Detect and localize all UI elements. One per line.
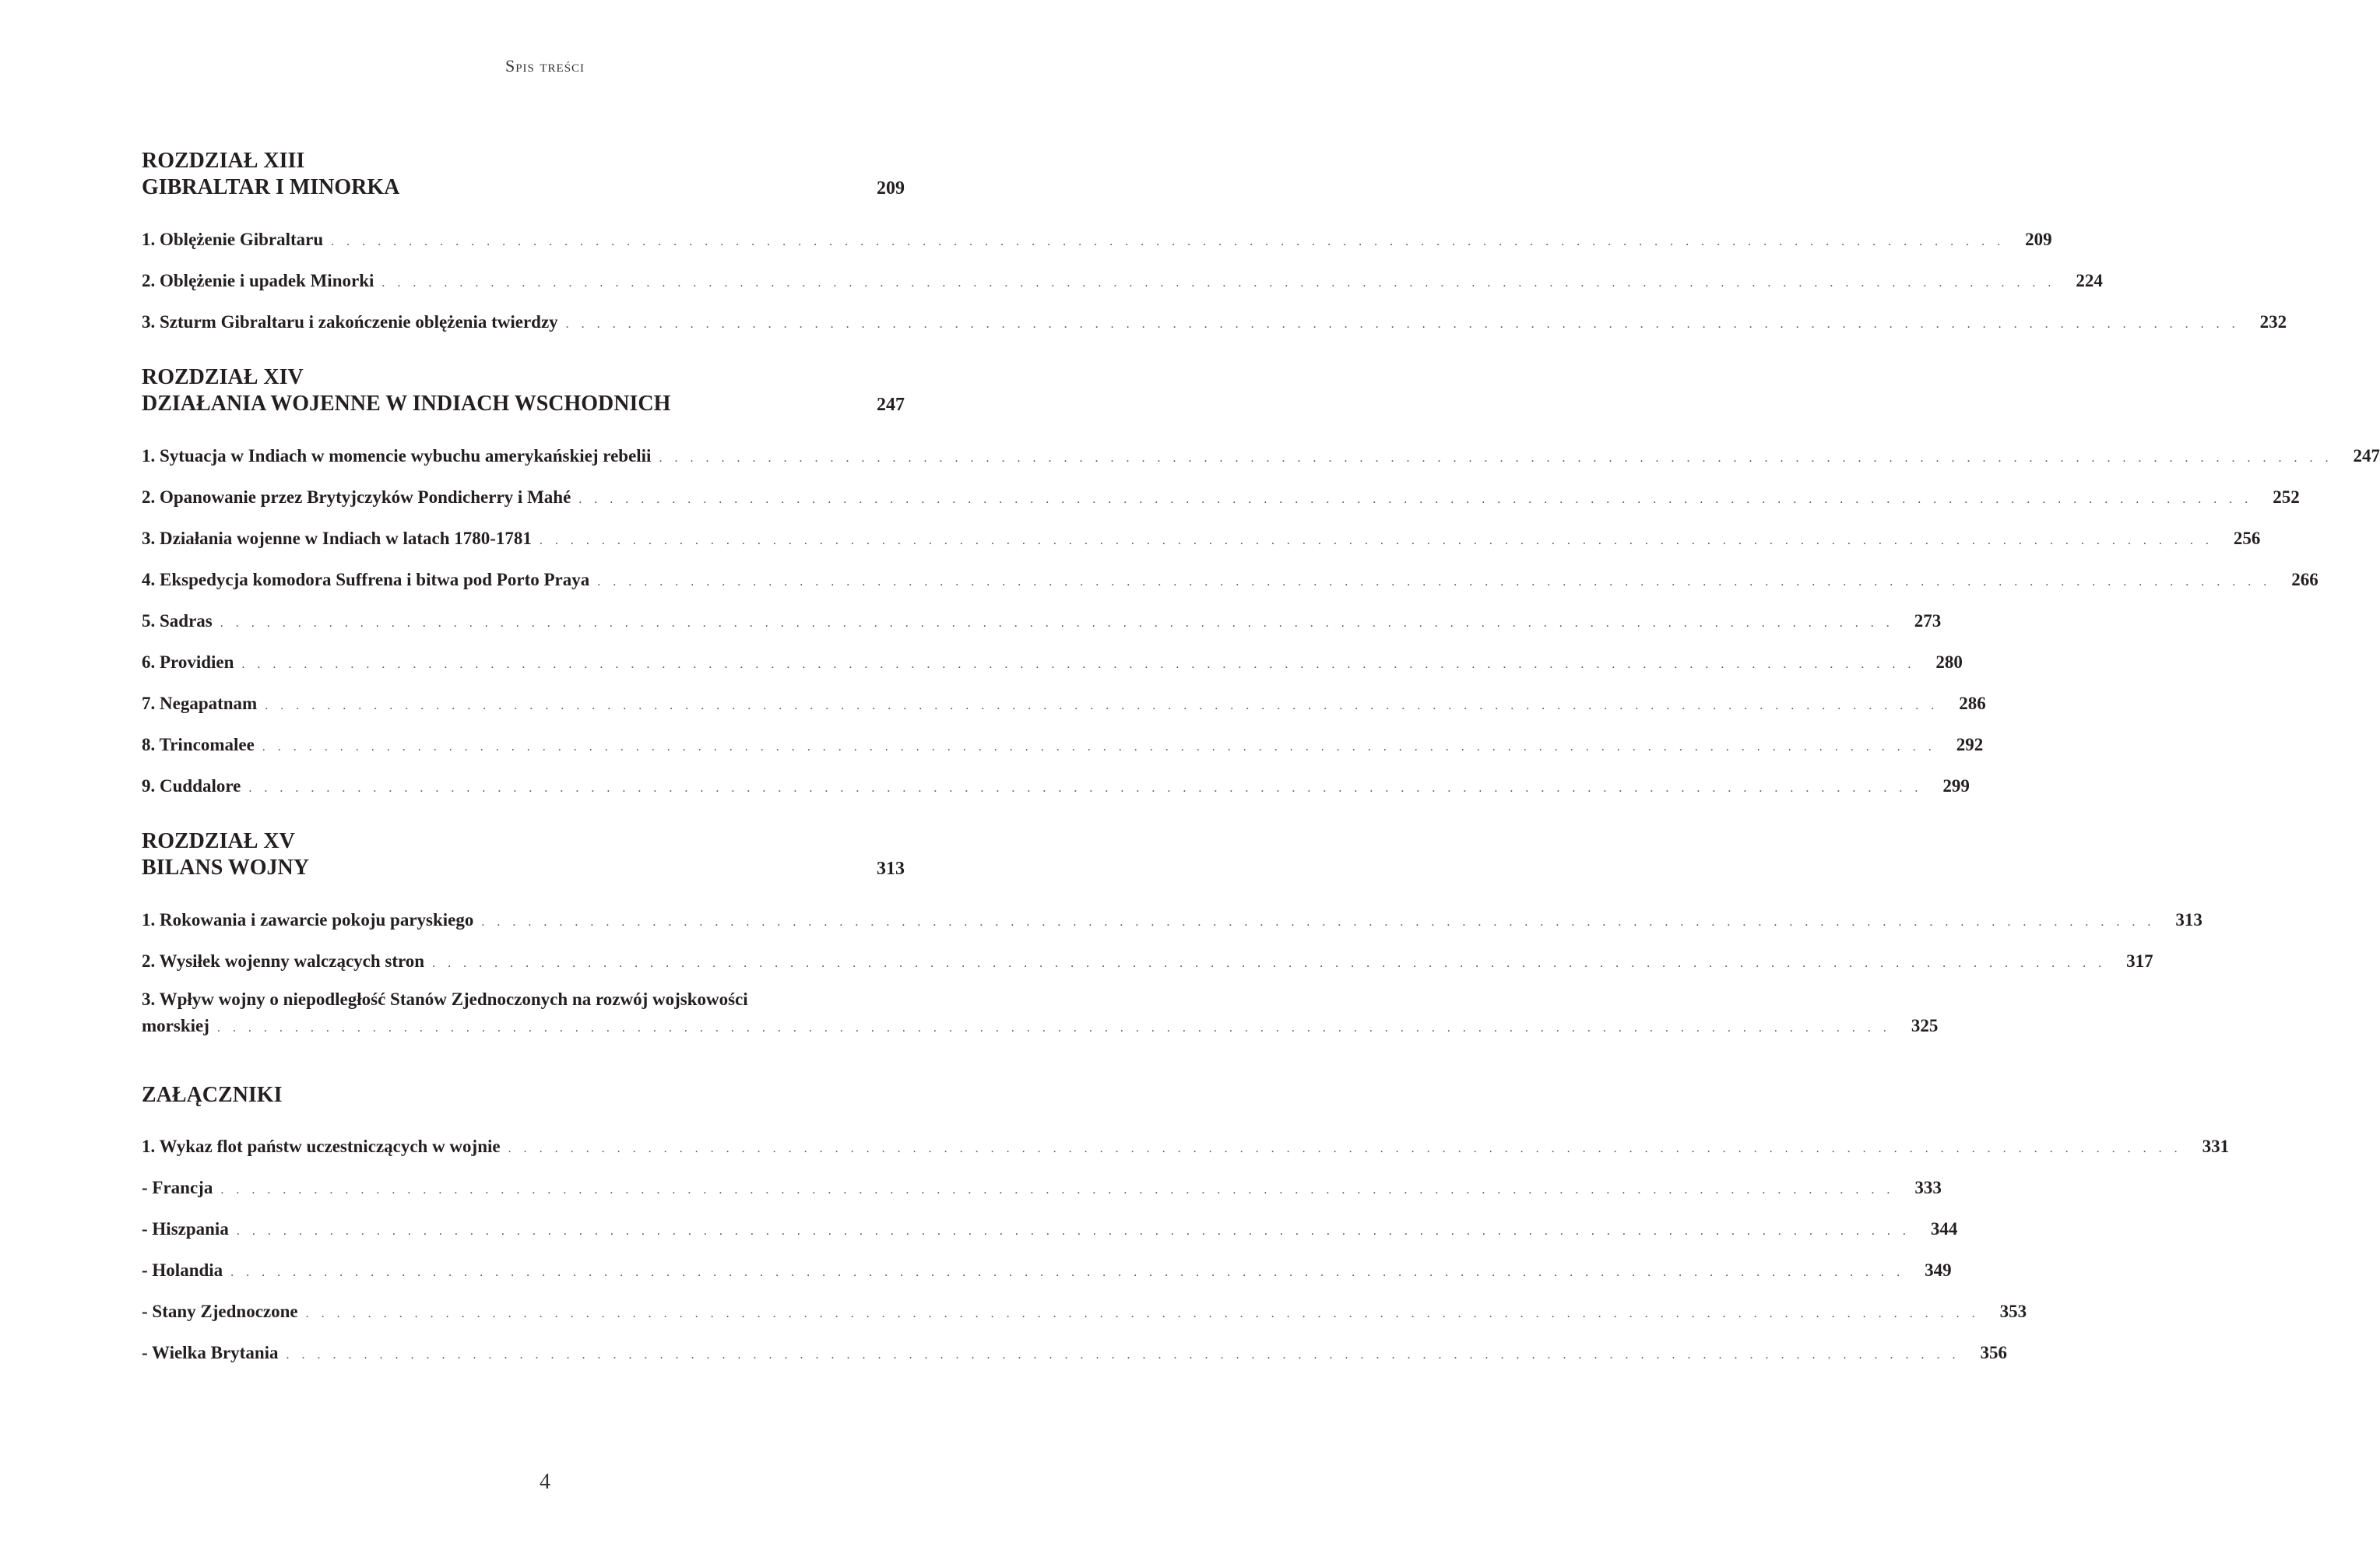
toc-entry[interactable]: [142, 765, 1970, 807]
entry-page: 273: [1914, 611, 1942, 631]
toc-entry[interactable]: [142, 219, 2052, 260]
entry-page: 344: [1930, 1219, 1958, 1239]
entry-label-line2: morskiej: [142, 1016, 209, 1035]
dot-leader: . . . . . . . . . . . . . . . . . . . . . . . . . . . . . . . . . . . . . . . . . . . . . . . . . . . . . . . . . . . . . . . . . . . . . . . . . . . . . . . . . . . . . . . . . . . . . . . . . . . . . . . . . . . .: [220, 617, 1894, 630]
dot-leader: . . . . . . . . . . . . . . . . . . . . . . . . . . . . . . . . . . . . . . . . . . . . . . . . . . . . . . . . . . . . . . . . . . . . . . . . . . . . . . . . . . . . . . . . . . . . . . . . . . . . . . . . . . . .: [508, 1142, 2182, 1155]
toc-entry[interactable]: [142, 1167, 1942, 1208]
dot-leader: . . . . . . . . . . . . . . . . . . . . . . . . . . . . . . . . . . . . . . . . . . . . . . . . . . . . . . . . . . . . . . . . . . . . . . . . . . . . . . . . . . . . . . . . . . . . . . . . . . . . . . . . . . . .: [265, 699, 1939, 712]
chapter-page: 313: [877, 859, 905, 879]
toc-entry[interactable]: [142, 1208, 1958, 1250]
chapter-xiii: [142, 148, 2287, 343]
dot-leader: . . . . . . . . . . . . . . . . . . . . . . . . . . . . . . . . . . . . . . . . . . . . . . . . . . . . . . . . . . . . . . . . . . . . . . . . . . . . . . . . . . . . . . . . . . . . . . . . . . . . . . . . . . . .: [578, 493, 2253, 506]
chapter-xv: [142, 828, 2202, 1048]
entry-label: - Wielka Brytania: [142, 1343, 279, 1362]
entry-page: 224: [2076, 271, 2103, 290]
dot-leader: . . . . . . . . . . . . . . . . . . . . . . . . . . . . . . . . . . . . . . . . . . . . . . . . . . . . . . . . . . . . . . . . . . . . . . . . . . . . . . . . . . . . . . . . . . . . . . . . . . . . . . . . . . . .: [381, 276, 2056, 290]
entry-page: 256: [2233, 529, 2261, 548]
toc-entry[interactable]: [142, 518, 2261, 559]
chapter-number: ROZDZIAŁ XIII: [142, 149, 305, 173]
toc-entry[interactable]: [142, 1332, 2007, 1373]
entry-page: 353: [1999, 1302, 2027, 1321]
entry-page: 209: [2025, 230, 2052, 249]
entry-label: 2. Opanowanie przez Brytyjczyków Pondicherry i Mahé: [142, 487, 571, 507]
running-head: Spis treści: [504, 56, 585, 76]
toc-entry[interactable]: [142, 260, 2103, 301]
entry-label: 3. Działania wojenne w Indiach w latach 1780-1781: [142, 529, 532, 548]
dot-leader: . . . . . . . . . . . . . . . . . . . . . . . . . . . . . . . . . . . . . . . . . . . . . . . . . . . . . . . . . . . . . . . . . . . . . . . . . . . . . . . . . . . . . . . . . . . . . . . . . . . . . . . . . . . .: [241, 658, 1916, 671]
entry-label: 2. Wysiłek wojenny walczących stron: [142, 951, 425, 971]
entry-page: 349: [1925, 1260, 1952, 1280]
entry-page: 232: [2259, 312, 2287, 332]
entry-page: 356: [1980, 1343, 2007, 1362]
toc-entry[interactable]: [142, 476, 2300, 518]
entry-line2: [142, 1013, 1939, 1042]
toc-entry[interactable]: [142, 600, 1942, 641]
entry-label: - Stany Zjednoczone: [142, 1302, 298, 1321]
toc-entry[interactable]: [142, 1126, 2230, 1167]
chapter-title: DZIAŁANIA WOJENNE W INDIACH WSCHODNICH: [142, 392, 671, 416]
dot-leader: . . . . . . . . . . . . . . . . . . . . . . . . . . . . . . . . . . . . . . . . . . . . . . . . . . . . . . . . . . . . . . . . . . . . . . . . . . . . . . . . . . . . . . . . . . . . . . . . . . . . . . . . . . . .: [216, 1021, 1891, 1035]
dot-leader: . . . . . . . . . . . . . . . . . . . . . . . . . . . . . . . . . . . . . . . . . . . . . . . . . . . . . . . . . . . . . . . . . . . . . . . . . . . . . . . . . . . . . . . . . . . . . . . . . . . . . . . . . . . .: [262, 740, 1936, 754]
entry-label: 5. Sadras: [142, 611, 213, 631]
dot-leader: . . . . . . . . . . . . . . . . . . . . . . . . . . . . . . . . . . . . . . . . . . . . . . . . . . . . . . . . . . . . . . . . . . . . . . . . . . . . . . . . . . . . . . . . . . . . . . . . . . . . . . . . . . . .: [565, 318, 2240, 331]
entry-label: 1. Sytuacja w Indiach w momencie wybuchu amerykańskiej rebelii: [142, 446, 652, 466]
entry-label: 1. Oblężenie Gibraltaru: [142, 230, 324, 249]
toc-entry[interactable]: [142, 940, 2153, 982]
appendix-title: ZAŁĄCZNIKI: [142, 1083, 283, 1107]
entry-label: - Holandia: [142, 1260, 223, 1280]
chapter-title: BILANS WOJNY: [142, 856, 309, 880]
entry-label: 1. Rokowania i zawarcie pokoju paryskiego: [142, 910, 474, 930]
toc-entry[interactable]: [142, 435, 2380, 476]
entry-label: 3. Szturm Gibraltaru i zakończenie oblężenia twierdzy: [142, 312, 558, 332]
chapter-title: GIBRALTAR I MINORKA: [142, 175, 400, 199]
entry-page: 252: [2273, 487, 2300, 507]
entry-label: 2. Oblężenie i upadek Minorki: [142, 271, 374, 290]
dot-leader: . . . . . . . . . . . . . . . . . . . . . . . . . . . . . . . . . . . . . . . . . . . . . . . . . . . . . . . . . . . . . . . . . . . . . . . . . . . . . . . . . . . . . . . . . . . . . . . . . . . . . . . . . . . .: [432, 957, 2107, 970]
entry-page: 247: [2353, 446, 2380, 466]
chapter-number: ROZDZIAŁ XV: [142, 829, 295, 853]
chapter-page: 247: [877, 395, 905, 415]
entry-page: 313: [2175, 910, 2202, 930]
entry-page: 299: [1942, 776, 1970, 796]
chapter-number: ROZDZIAŁ XIV: [142, 365, 304, 389]
entry-page: 280: [1935, 652, 1963, 672]
entry-page: 331: [2202, 1137, 2230, 1156]
toc-entry[interactable]: [142, 1291, 2027, 1332]
entry-label: - Francja: [142, 1178, 213, 1197]
entry-page: 266: [2291, 570, 2318, 589]
toc-entry[interactable]: [142, 899, 2202, 940]
chapter-title-row: [142, 855, 905, 882]
entry-label: 1. Wykaz flot państw uczestniczących w wojnie: [142, 1137, 501, 1156]
table-of-contents: [142, 148, 2380, 1395]
dot-leader: . . . . . . . . . . . . . . . . . . . . . . . . . . . . . . . . . . . . . . . . . . . . . . . . . . . . . . . . . . . . . . . . . . . . . . . . . . . . . . . . . . . . . . . . . . . . . . . . . . . . . . . . . . . .: [597, 575, 2272, 589]
dot-leader: . . . . . . . . . . . . . . . . . . . . . . . . . . . . . . . . . . . . . . . . . . . . . . . . . . . . . . . . . . . . . . . . . . . . . . . . . . . . . . . . . . . . . . . . . . . . . . . . . . . . . . . . . . . .: [220, 1183, 1895, 1197]
chapter-xiv: [142, 364, 2380, 807]
dot-leader: . . . . . . . . . . . . . . . . . . . . . . . . . . . . . . . . . . . . . . . . . . . . . . . . . . . . . . . . . . . . . . . . . . . . . . . . . . . . . . . . . . . . . . . . . . . . . . . . . . . . . . . . . . . .: [659, 452, 2333, 465]
dot-leader: . . . . . . . . . . . . . . . . . . . . . . . . . . . . . . . . . . . . . . . . . . . . . . . . . . . . . . . . . . . . . . . . . . . . . . . . . . . . . . . . . . . . . . . . . . . . . . . . . . . . . . . . . . . .: [331, 235, 2006, 248]
appendix-section: [142, 1082, 2230, 1373]
entry-page: 325: [1911, 1016, 1939, 1035]
dot-leader: . . . . . . . . . . . . . . . . . . . . . . . . . . . . . . . . . . . . . . . . . . . . . . . . . . . . . . . . . . . . . . . . . . . . . . . . . . . . . . . . . . . . . . . . . . . . . . . . . . . . . . . . . . . .: [286, 1348, 1960, 1362]
toc-entry[interactable]: [142, 1250, 1952, 1291]
entry-page: 292: [1956, 735, 1984, 754]
entry-label: 8. Trincomalee: [142, 735, 255, 754]
entry-page: 333: [1914, 1178, 1942, 1197]
toc-entry[interactable]: [142, 301, 2287, 343]
entry-label: - Hiszpania: [142, 1219, 229, 1239]
dot-leader: . . . . . . . . . . . . . . . . . . . . . . . . . . . . . . . . . . . . . . . . . . . . . . . . . . . . . . . . . . . . . . . . . . . . . . . . . . . . . . . . . . . . . . . . . . . . . . . . . . . . . . . . . . . .: [236, 1225, 1911, 1238]
page-number: 4: [540, 1470, 550, 1494]
toc-entry[interactable]: [142, 559, 2318, 600]
chapter-title-row: [142, 391, 905, 418]
entry-label: 7. Negapatnam: [142, 694, 258, 713]
toc-entry[interactable]: [142, 641, 1963, 683]
dot-leader: . . . . . . . . . . . . . . . . . . . . . . . . . . . . . . . . . . . . . . . . . . . . . . . . . . . . . . . . . . . . . . . . . . . . . . . . . . . . . . . . . . . . . . . . . . . . . . . . . . . . . . . . . . . .: [248, 782, 1923, 795]
toc-entry[interactable]: [142, 982, 1939, 1048]
toc-entry[interactable]: [142, 724, 1984, 765]
entry-label: 9. Cuddalore: [142, 776, 241, 796]
chapter-page: 209: [877, 178, 905, 199]
dot-leader: . . . . . . . . . . . . . . . . . . . . . . . . . . . . . . . . . . . . . . . . . . . . . . . . . . . . . . . . . . . . . . . . . . . . . . . . . . . . . . . . . . . . . . . . . . . . . . . . . . . . . . . . . . . .: [539, 534, 2213, 547]
entry-page: 286: [1959, 694, 1986, 713]
toc-entry[interactable]: [142, 683, 1986, 724]
entry-label: 4. Ekspedycja komodora Suffrena i bitwa pod Porto Praya: [142, 570, 590, 589]
dot-leader: . . . . . . . . . . . . . . . . . . . . . . . . . . . . . . . . . . . . . . . . . . . . . . . . . . . . . . . . . . . . . . . . . . . . . . . . . . . . . . . . . . . . . . . . . . . . . . . . . . . . . . . . . . . .: [230, 1266, 1905, 1279]
chapter-title-row: [142, 174, 905, 202]
entry-page: 317: [2126, 951, 2153, 971]
entry-label: 6. Providien: [142, 652, 234, 672]
entry-label-line1: 3. Wpływ wojny o niepodległość Stanów Zjednoczonych na rozwój wojskowości: [142, 989, 748, 1009]
dot-leader: . . . . . . . . . . . . . . . . . . . . . . . . . . . . . . . . . . . . . . . . . . . . . . . . . . . . . . . . . . . . . . . . . . . . . . . . . . . . . . . . . . . . . . . . . . . . . . . . . . . . . . . . . . . .: [305, 1307, 1980, 1320]
dot-leader: . . . . . . . . . . . . . . . . . . . . . . . . . . . . . . . . . . . . . . . . . . . . . . . . . . . . . . . . . . . . . . . . . . . . . . . . . . . . . . . . . . . . . . . . . . . . . . . . . . . . . . . . . . . .: [481, 916, 2156, 929]
